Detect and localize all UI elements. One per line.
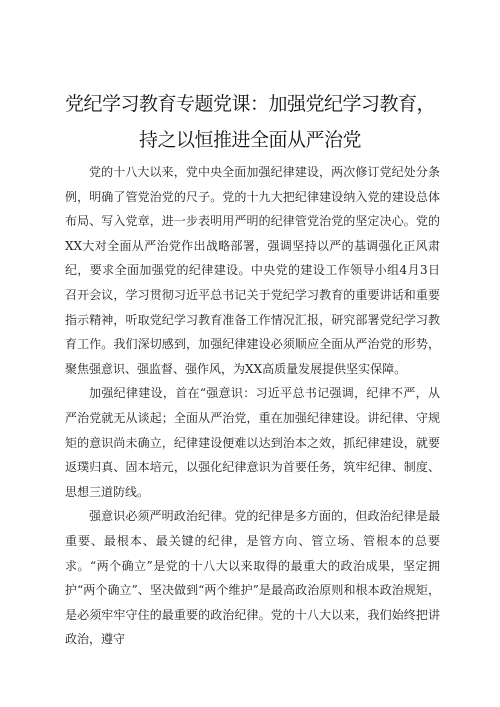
paragraph-1: 党的十八大以来，党中央全面加强纪律建设，两次修订党纪处分条例，明确了管党治党的尺子。党的十九大把纪律建设纳入党的建设总体布局、写入党章，进一步表明用严明的纪律管党治党的坚定决心。党的XX大对全面从严治党作出战略部署，强调坚持以严的基调强化正风肃纪，要求全面加强党的纪律建设。中央党的建设工作领导小组4月3日召开会议，学习贯彻习近平总书记关于党纪学习教育的重要讲话和重要指示精神，听取党纪学习教育准备工作情况汇报，研究部署党纪学习教育工作。我们深切感到，加强纪律建设必须顺应全面从严治党的形势，聚焦强意识、强监督、强作风，为XX高质量发展提供坚实保障。 xyxy=(65,165,440,376)
paragraph-2: 加强纪律建设，首在“强意识：习近平总书记强调，纪律不严，从严治党就无从谈起；全面从严治党，重在加强纪律建设。讲纪律、守规矩的意识尚未确立，纪律建设便难以达到治本之效，抓纪律建设，就要返璞归真、固本培元，以强化纪律意识为首要任务，筑牢纪律、制度、思想三道防线。 xyxy=(65,386,440,499)
document-title-line-2: 持之以恒推进全面从严治党 xyxy=(138,129,361,151)
document-title-line-1: 党纪学习教育专题党课：加强党纪学习教育， xyxy=(64,93,435,115)
document-body xyxy=(65,160,440,652)
paragraph-3: 强意识必须严明政治纪律。党的纪律是多方面的，但政治纪律是最重要、最根本、最关键的纪律，是管方向、管立场、管根本的总要求。“两个确立”是党的十八大以来取得的最重大的政治成果，坚定拥护“两个确立”、坚决做到“两个维护”是最高政治原则和根本政治规矩，是必须牢牢守住的最重要的政治纪律。党的十八大以来，我们始终把讲政治，遵守 xyxy=(65,509,440,647)
